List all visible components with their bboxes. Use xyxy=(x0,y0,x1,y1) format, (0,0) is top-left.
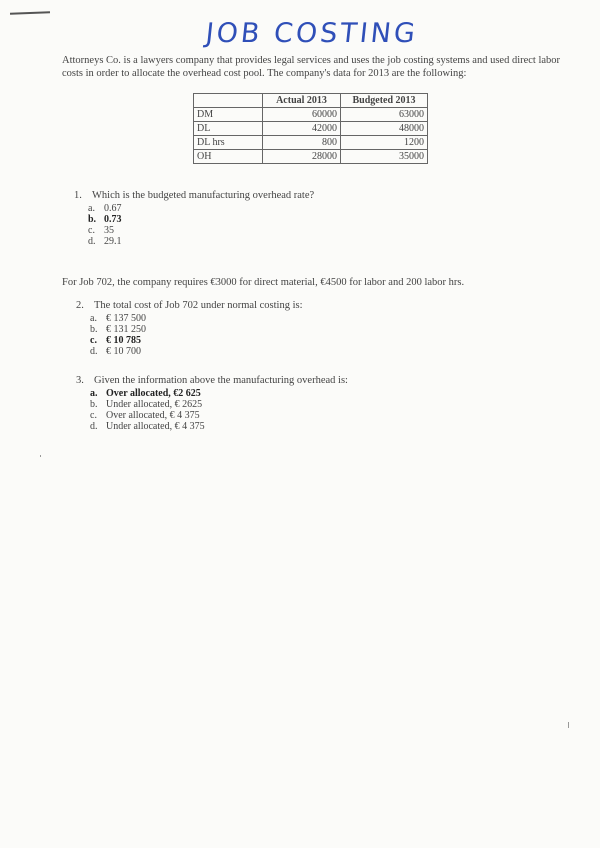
option-text: 0.73 xyxy=(104,214,122,225)
option-text: € 10 785 xyxy=(106,335,141,346)
actual-value: 800 xyxy=(263,136,341,150)
option-letter: d. xyxy=(88,236,96,247)
answer-option[interactable] xyxy=(90,421,348,432)
answer-option[interactable] xyxy=(88,203,314,214)
option-letter: a. xyxy=(88,203,95,214)
option-letter: d. xyxy=(90,421,98,432)
option-letter: b. xyxy=(90,399,98,410)
option-letter: c. xyxy=(90,335,97,346)
option-text: Over allocated, € 4 375 xyxy=(106,410,200,421)
budgeted-value: 35000 xyxy=(341,150,428,164)
table-row xyxy=(194,108,428,122)
actual-value: 60000 xyxy=(263,108,341,122)
answer-options xyxy=(90,388,348,432)
answer-option[interactable] xyxy=(88,236,314,247)
question-number: 2. xyxy=(76,300,84,311)
question-number: 1. xyxy=(74,190,82,201)
title-text: JOB COSTING xyxy=(204,18,420,49)
option-text: Under allocated, € 4 375 xyxy=(106,421,205,432)
option-text: € 131 250 xyxy=(106,324,146,335)
handwritten-title xyxy=(206,12,446,52)
option-letter: a. xyxy=(90,388,98,399)
option-letter: b. xyxy=(90,324,98,335)
row-label: DM xyxy=(194,108,263,122)
answer-option[interactable] xyxy=(88,225,314,236)
intro-paragraph: Attorneys Co. is a lawyers company that provides legal services and uses the job costing systems and used direct labor costs in order to allocate the overhead cost pool. The company's data for 2013 are the following: xyxy=(62,55,561,79)
answer-options xyxy=(88,203,314,247)
question-3 xyxy=(76,375,348,432)
option-text: € 137 500 xyxy=(106,313,146,324)
answer-option-marked[interactable] xyxy=(90,335,303,346)
option-text: 29.1 xyxy=(104,236,122,247)
option-text: Under allocated, € 2625 xyxy=(106,399,203,410)
answer-option[interactable] xyxy=(90,346,303,357)
table-row xyxy=(194,150,428,164)
scan-mark xyxy=(10,11,50,14)
option-text: 35 xyxy=(104,225,114,236)
table-header-row xyxy=(194,94,428,108)
option-text: Over allocated, €2 625 xyxy=(106,388,201,399)
table-header-actual: Actual 2013 xyxy=(263,94,341,108)
table-header-empty xyxy=(194,94,263,108)
question-stem xyxy=(74,190,314,202)
option-letter: a. xyxy=(90,313,97,324)
question-1 xyxy=(74,190,314,247)
answer-options xyxy=(90,313,303,357)
answer-option[interactable] xyxy=(90,324,303,335)
question-number: 3. xyxy=(76,375,84,386)
row-label: DL xyxy=(194,122,263,136)
budgeted-value: 1200 xyxy=(341,136,428,150)
question-text: Given the information above the manufacturing overhead is: xyxy=(94,375,348,386)
row-label: OH xyxy=(194,150,263,164)
option-text: € 10 700 xyxy=(106,346,141,357)
table-row xyxy=(194,122,428,136)
question-2 xyxy=(76,300,303,357)
option-letter: d. xyxy=(90,346,98,357)
answer-option[interactable] xyxy=(90,410,348,421)
scan-tick-mark xyxy=(40,455,41,457)
table-row xyxy=(194,136,428,150)
budgeted-value: 63000 xyxy=(341,108,428,122)
answer-option-marked[interactable] xyxy=(90,388,348,399)
question-stem xyxy=(76,300,303,312)
option-letter: b. xyxy=(88,214,97,225)
question-stem xyxy=(76,375,348,387)
actual-value: 28000 xyxy=(263,150,341,164)
answer-option-marked[interactable] xyxy=(88,214,314,225)
question-text: The total cost of Job 702 under normal costing is: xyxy=(94,300,303,311)
job-info-paragraph: For Job 702, the company requires €3000 for direct material, €4500 for labor and 200 labor hrs. xyxy=(62,277,465,288)
option-text: 0.67 xyxy=(104,203,122,214)
actual-value: 42000 xyxy=(263,122,341,136)
option-letter: c. xyxy=(88,225,95,236)
answer-option[interactable] xyxy=(90,399,348,410)
budgeted-value: 48000 xyxy=(341,122,428,136)
row-label: DL hrs xyxy=(194,136,263,150)
answer-option[interactable] xyxy=(90,313,303,324)
cost-data-table xyxy=(193,93,428,164)
table-header-budgeted: Budgeted 2013 xyxy=(341,94,428,108)
scan-tick-mark xyxy=(568,722,569,728)
option-letter: c. xyxy=(90,410,97,421)
question-text: Which is the budgeted manufacturing overhead rate? xyxy=(92,190,315,201)
